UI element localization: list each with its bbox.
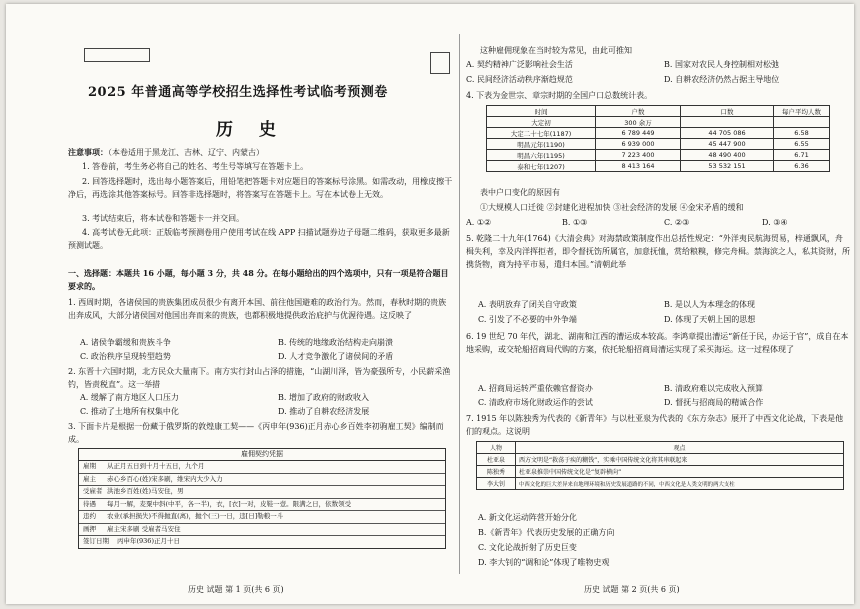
contract-key: 违约	[83, 512, 96, 520]
population-cell: 44 705 086	[681, 128, 774, 139]
question-4-option-b[interactable]: B. ①③	[562, 218, 588, 227]
population-cell	[681, 117, 774, 128]
contract-row	[79, 524, 445, 537]
contract-value: 赤心乡百心(姓)宋多刷，维宋内大少入力	[107, 474, 223, 483]
viewpoint-header-cell: 观点	[516, 442, 844, 454]
population-cell: 300 余万	[596, 117, 681, 128]
population-header-cell: 时间	[487, 106, 596, 117]
question-2-stem: 2. 东晋十六国时期，北方民众大量南下。南方实行封山占泽的措施，“山湖川泽，皆为豪强所专，小民薪采渔钓，皆责税直”。这一举措	[68, 367, 451, 389]
question-6-option-b[interactable]: B. 清政府难以完成收入预算	[664, 384, 763, 393]
population-cell: 6 939 000	[596, 139, 681, 150]
population-row	[487, 150, 830, 161]
contract-key: 雇期	[83, 462, 96, 470]
question-1-option-c[interactable]: C. 政治秩序呈现转型趋势	[80, 352, 171, 361]
population-header-cell: 每户平均人数	[774, 106, 830, 117]
section-heading: 一、选择题：本题共 16 小题，每小题 3 分，共 48 分。在每小题给出的四个选项中，只有一项是符合题目要求的。	[68, 268, 449, 291]
question-5-option-c[interactable]: C. 引发了不必要的中外争端	[478, 315, 577, 324]
contract-value: 农业(承担损失)不得抛直(离)，抛个(三)一日，违[日]勒粮一斗	[107, 512, 284, 520]
question-3-stem: 3. 下面卡片是根据一份藏于俄罗斯的敦煌康工契——《丙申年(936)正月赤心乡百姓李初驹雇工契》编制而成。	[68, 422, 444, 444]
note-4: 4. 高考试卷无此项：正版临考预测卷用户使用考试在线 APP 扫描试题券边子母题二维码，获取更多最新预测试题。	[68, 228, 450, 250]
question-7-option-b[interactable]: B.《新青年》代表历史发展的正确方向	[478, 528, 615, 537]
question-6-stem: 6. 19 世纪 70 年代，湖北、湖南和江西的漕运成本较高。李鸿章提出漕运“新任于民，办运于官”，成自在本地采购，或交轮船招商局代购的方案，依托轮船招商局漕运实现了采买海运。这一过程体现了	[466, 332, 849, 354]
contract-row	[79, 511, 445, 524]
question-1-option-d[interactable]: D. 人才竞争激化了诸侯间的矛盾	[278, 352, 394, 361]
contract-row	[79, 486, 445, 499]
viewpoint-person: 陈独秀	[477, 466, 516, 478]
viewpoint-header-row	[477, 442, 844, 454]
question-4-option-d[interactable]: D. ③④	[762, 218, 788, 227]
question-4-stem: 4. 下表为金世宗、章宗时期的全国户口总数统计表。	[466, 91, 653, 100]
viewpoint-person: 李大钊	[477, 478, 516, 490]
question-2-option-b[interactable]: B. 增加了政府的财政收入	[278, 393, 369, 402]
contract-key: 画押	[83, 524, 96, 533]
question-5-option-b[interactable]: B. 是以人为本理念的体现	[664, 300, 755, 309]
note-2: 2. 回答选择题时，选出每小题答案后，用铅笔把答题卡对应题目的答案标号涂黑。如需改动，用橡皮擦干净后，再选涂其他答案标号。回答非选择题时，将答案写在答题卡上。写在本试卷上无效。	[68, 177, 453, 199]
subject-title: 历 史	[216, 120, 286, 140]
viewpoint-person: 杜亚泉	[477, 454, 516, 466]
question-3-option-d[interactable]: D. 自耕农经济仍然占据主导地位	[664, 75, 780, 84]
question-2-option-c[interactable]: C. 推动了土地所有权集中化	[80, 407, 179, 416]
population-cell: 大定初	[487, 117, 596, 128]
population-cell: 6.36	[774, 161, 830, 172]
population-cell: 48 490 400	[681, 150, 774, 161]
question-2-option-a[interactable]: A. 缓解了南方地区人口压力	[80, 393, 179, 402]
question-2-option-d[interactable]: D. 推动了自耕农经济发展	[278, 407, 370, 416]
contract-key: 签订日期	[83, 537, 109, 545]
viewpoint-text: 西方文明是“救荡于疾的糊钱”，实乘中国传统文化将其串联起来	[516, 454, 844, 466]
viewpoint-row	[477, 466, 844, 478]
exam-sheet	[6, 4, 854, 604]
population-row	[487, 117, 830, 128]
contract-card	[78, 448, 446, 549]
population-cell: 6 789 449	[596, 128, 681, 139]
question-7-option-c[interactable]: C. 文化论战折射了历史巨变	[478, 543, 577, 552]
population-cell: 53 532 151	[681, 161, 774, 172]
population-cell: 8 413 164	[596, 161, 681, 172]
population-cell: 7 223 400	[596, 150, 681, 161]
viewpoint-table	[476, 441, 844, 490]
population-header-row	[487, 106, 830, 117]
question-7-option-a[interactable]: A. 新文化运动阵营开始分化	[478, 513, 577, 522]
question-4-sub: 表中户口变化的原因有	[480, 188, 560, 197]
question-6-option-c[interactable]: C. 清政府市场化财政运作的尝试	[478, 398, 593, 407]
contract-key: 受雇者	[83, 487, 103, 495]
question-7-option-d[interactable]: D. 李大钊的“调和论”体现了唯物史观	[478, 558, 610, 567]
contract-row	[79, 461, 445, 474]
population-row	[487, 161, 830, 172]
question-4-option-c[interactable]: C. ②③	[664, 218, 690, 227]
population-header-cell: 户数	[596, 106, 681, 117]
question-6-option-d[interactable]: D. 督抚与招商局的精诚合作	[664, 398, 764, 407]
contract-value: 雇主宋多刷 受雇者马安住	[107, 524, 181, 533]
notes-heading-label: 注意事项：	[68, 147, 108, 157]
contract-row	[79, 499, 445, 512]
population-row	[487, 128, 830, 139]
question-4-items: ①大规模人口迁徙 ②封建化进程加快 ③社会经济的发展 ④金宋矛盾的缓和	[480, 203, 744, 212]
population-cell: 6.71	[774, 150, 830, 161]
question-1-stem: 1. 西周时期，各诸侯国的贵族集团成员很少有离开本国、前往他国避难的政治行为。然而，春秋时期的贵族出奔成风，大部分诸侯国对他国出奔而来的贵族，也都积极地提供政治庇护与优渥待遇。这反映了	[68, 298, 447, 320]
contract-value: 洪池乡百姓(姓)马安住，男	[107, 487, 184, 495]
viewpoint-text: 中西文化的巨大差异来自地理环境和历史发展道路的不同，中西文化是人类文明的两大支柱	[516, 478, 844, 490]
viewpoint-row	[477, 478, 844, 490]
viewpoint-row	[477, 454, 844, 466]
question-3-option-b[interactable]: B. 国家对农民人身控制相对松弛	[664, 60, 779, 69]
question-3-option-c[interactable]: C. 民间经济活动秩序渐趋规范	[466, 75, 573, 84]
population-cell: 明昌元年(1190)	[487, 139, 596, 150]
population-cell: 大定二十七年(1187)	[487, 128, 596, 139]
contract-key: 雇主	[83, 474, 96, 483]
question-7-stem: 7. 1915 年以陈独秀为代表的《新青年》与以杜亚泉为代表的《东方杂志》展开了中西文化论战，下表是他们的观点。这说明	[466, 414, 844, 436]
notes-heading-scope: （本卷适用于黑龙江、吉林、辽宁、内蒙古）	[108, 148, 264, 157]
question-1-option-a[interactable]: A. 诸侯争霸缓和贵族斗争	[80, 338, 171, 347]
page-footer-left: 历史 试题 第 1 页(共 6 页)	[188, 585, 284, 594]
note-1: 1. 答卷前，考生务必将自己的姓名、考生号等填写在答题卡上。	[82, 162, 309, 171]
population-cell	[774, 117, 830, 128]
contract-card-title: 雇佣契约凭据	[79, 449, 445, 461]
question-5-option-d[interactable]: D. 体现了天朝上国的思想	[664, 315, 756, 324]
population-header-cell: 口数	[681, 106, 774, 117]
population-cell: 6.58	[774, 128, 830, 139]
viewpoint-header-cell: 人物	[477, 442, 516, 454]
population-cell: 45 447 900	[681, 139, 774, 150]
population-cell: 泰和七年(1207)	[487, 161, 596, 172]
contract-row	[79, 536, 445, 548]
question-4-option-a[interactable]: A. ①②	[466, 218, 492, 227]
population-cell: 6.55	[774, 139, 830, 150]
contract-key: 待遇	[83, 499, 96, 508]
right-column	[466, 4, 850, 604]
left-column	[68, 4, 454, 604]
note-3: 3. 考试结束后，将本试卷和答题卡一并交回。	[82, 214, 245, 223]
column-divider	[459, 34, 460, 574]
population-cell: 明昌六年(1195)	[487, 150, 596, 161]
population-row	[487, 139, 830, 150]
question-6-option-a[interactable]: A. 招商局运转严重依赖官督资办	[478, 384, 593, 393]
question-1-option-b[interactable]: B. 传统的地缘政治结构走向崩溃	[278, 338, 393, 347]
contract-value: 从正月五日到十月十五日，九个月	[107, 462, 205, 470]
question-3-option-a[interactable]: A. 契约精神广泛影响社会生活	[466, 60, 573, 69]
notes-heading	[68, 147, 264, 158]
viewpoint-text: 杜亚泉推崇中国传统文化是“复辟横向”	[516, 466, 844, 478]
contract-value: 每月一解，麦粟中斜(中平，各一半)，衣，[衣]一对，皮鞋一壹。限满之日，依数领受	[107, 499, 352, 508]
contract-row	[79, 474, 445, 487]
population-table	[486, 105, 830, 172]
question-5-stem: 5. 乾隆二十九年(1764)《大清会典》对海禁政策制度作出总括性规定：“外洋夷民航海贸易，梓通飘风，舟楫失利，幸及内洋挥拒者，即令督抚饬所属官，加意抚恤，赏给粮糗，修完舟楫。禁海滨之人，私其资财，所携货物，商为持平市易，遣归本国。”清朝此举	[466, 234, 850, 269]
page-footer-right: 历史 试题 第 2 页(共 6 页)	[584, 585, 680, 594]
question-3-tail: 这种雇佣现象在当时较为常见，由此可推知	[480, 46, 632, 55]
question-5-option-a[interactable]: A. 表明放弃了闭关自守政策	[478, 300, 577, 309]
exam-title: 2025 年普通高等学校招生选择性考试临考预测卷	[88, 85, 388, 100]
contract-value: 丙申年(936)正月十日	[117, 537, 180, 545]
